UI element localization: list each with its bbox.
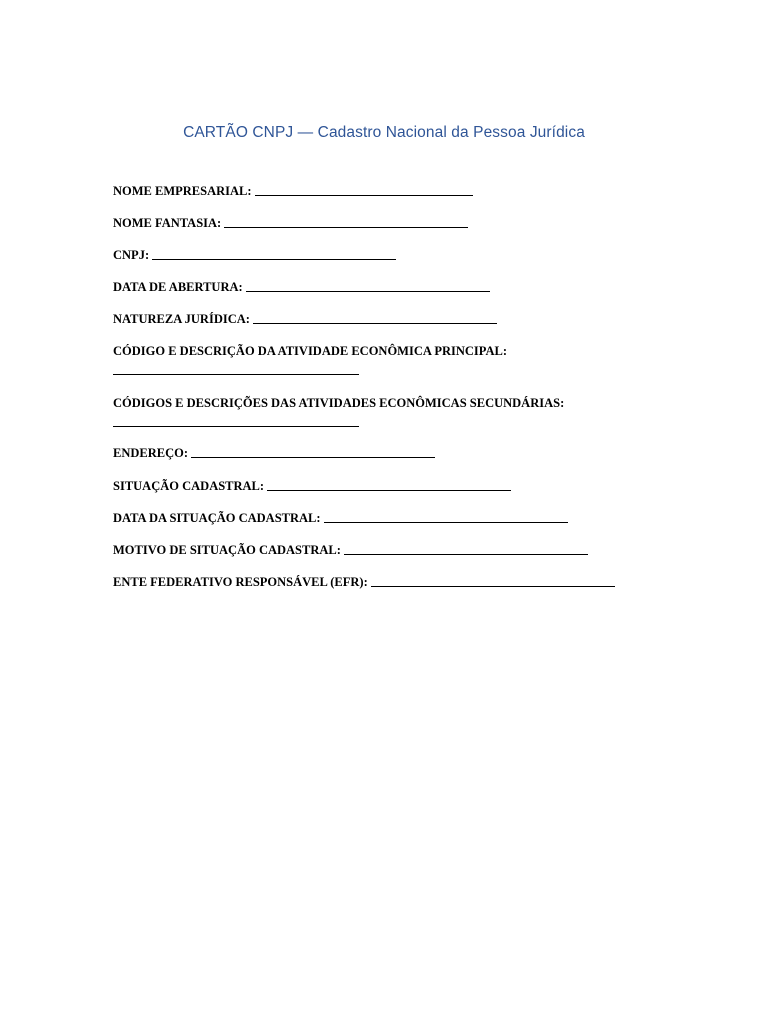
field-atividades-secundarias [113, 395, 564, 411]
fill-in-line [113, 426, 359, 427]
fill-in-line [224, 226, 468, 228]
fill-in-line [152, 258, 396, 260]
field-endereco [113, 445, 435, 461]
field-label: NOME EMPRESARIAL: [113, 184, 252, 198]
field-label: NOME FANTASIA: [113, 216, 222, 230]
field-label: DATA DA SITUAÇÃO CADASTRAL: [113, 511, 321, 525]
field-cnpj [113, 247, 396, 263]
field-data-abertura [113, 279, 490, 295]
field-label: CNPJ: [113, 248, 150, 262]
field-nome-empresarial [113, 183, 473, 199]
fill-in-line [253, 322, 497, 324]
field-label: NATUREZA JURÍDICA: [113, 312, 250, 326]
field-nome-fantasia [113, 215, 468, 231]
field-efr [113, 574, 615, 590]
field-situacao-cadastral [113, 478, 511, 494]
field-label: ENDEREÇO: [113, 446, 189, 460]
fill-in-line [191, 456, 435, 458]
fill-in-line [267, 489, 511, 491]
field-label: DATA DE ABERTURA: [113, 280, 243, 294]
fill-in-line [371, 585, 615, 587]
fill-in-line [344, 553, 588, 555]
field-label: MOTIVO DE SITUAÇÃO CADASTRAL: [113, 543, 341, 557]
field-label: CÓDIGOS E DESCRIÇÕES DAS ATIVIDADES ECONÔMICAS SECUNDÁRIAS: [113, 396, 565, 410]
field-label: ENTE FEDERATIVO RESPONSÁVEL (EFR): [113, 575, 368, 589]
field-motivo-situacao-cadastral [113, 542, 588, 558]
fill-in-line [324, 521, 568, 523]
field-data-situacao-cadastral [113, 510, 568, 526]
field-atividade-principal [113, 343, 507, 359]
document-title: CARTÃO CNPJ — Cadastro Nacional da Pessoa Jurídica [183, 124, 585, 141]
field-natureza-juridica [113, 311, 497, 327]
field-label: CÓDIGO E DESCRIÇÃO DA ATIVIDADE ECONÔMICA PRINCIPAL: [113, 344, 508, 358]
field-label: SITUAÇÃO CADASTRAL: [113, 479, 265, 493]
fill-in-line [246, 290, 490, 292]
fill-in-line [255, 194, 473, 196]
fill-in-line [113, 374, 359, 375]
